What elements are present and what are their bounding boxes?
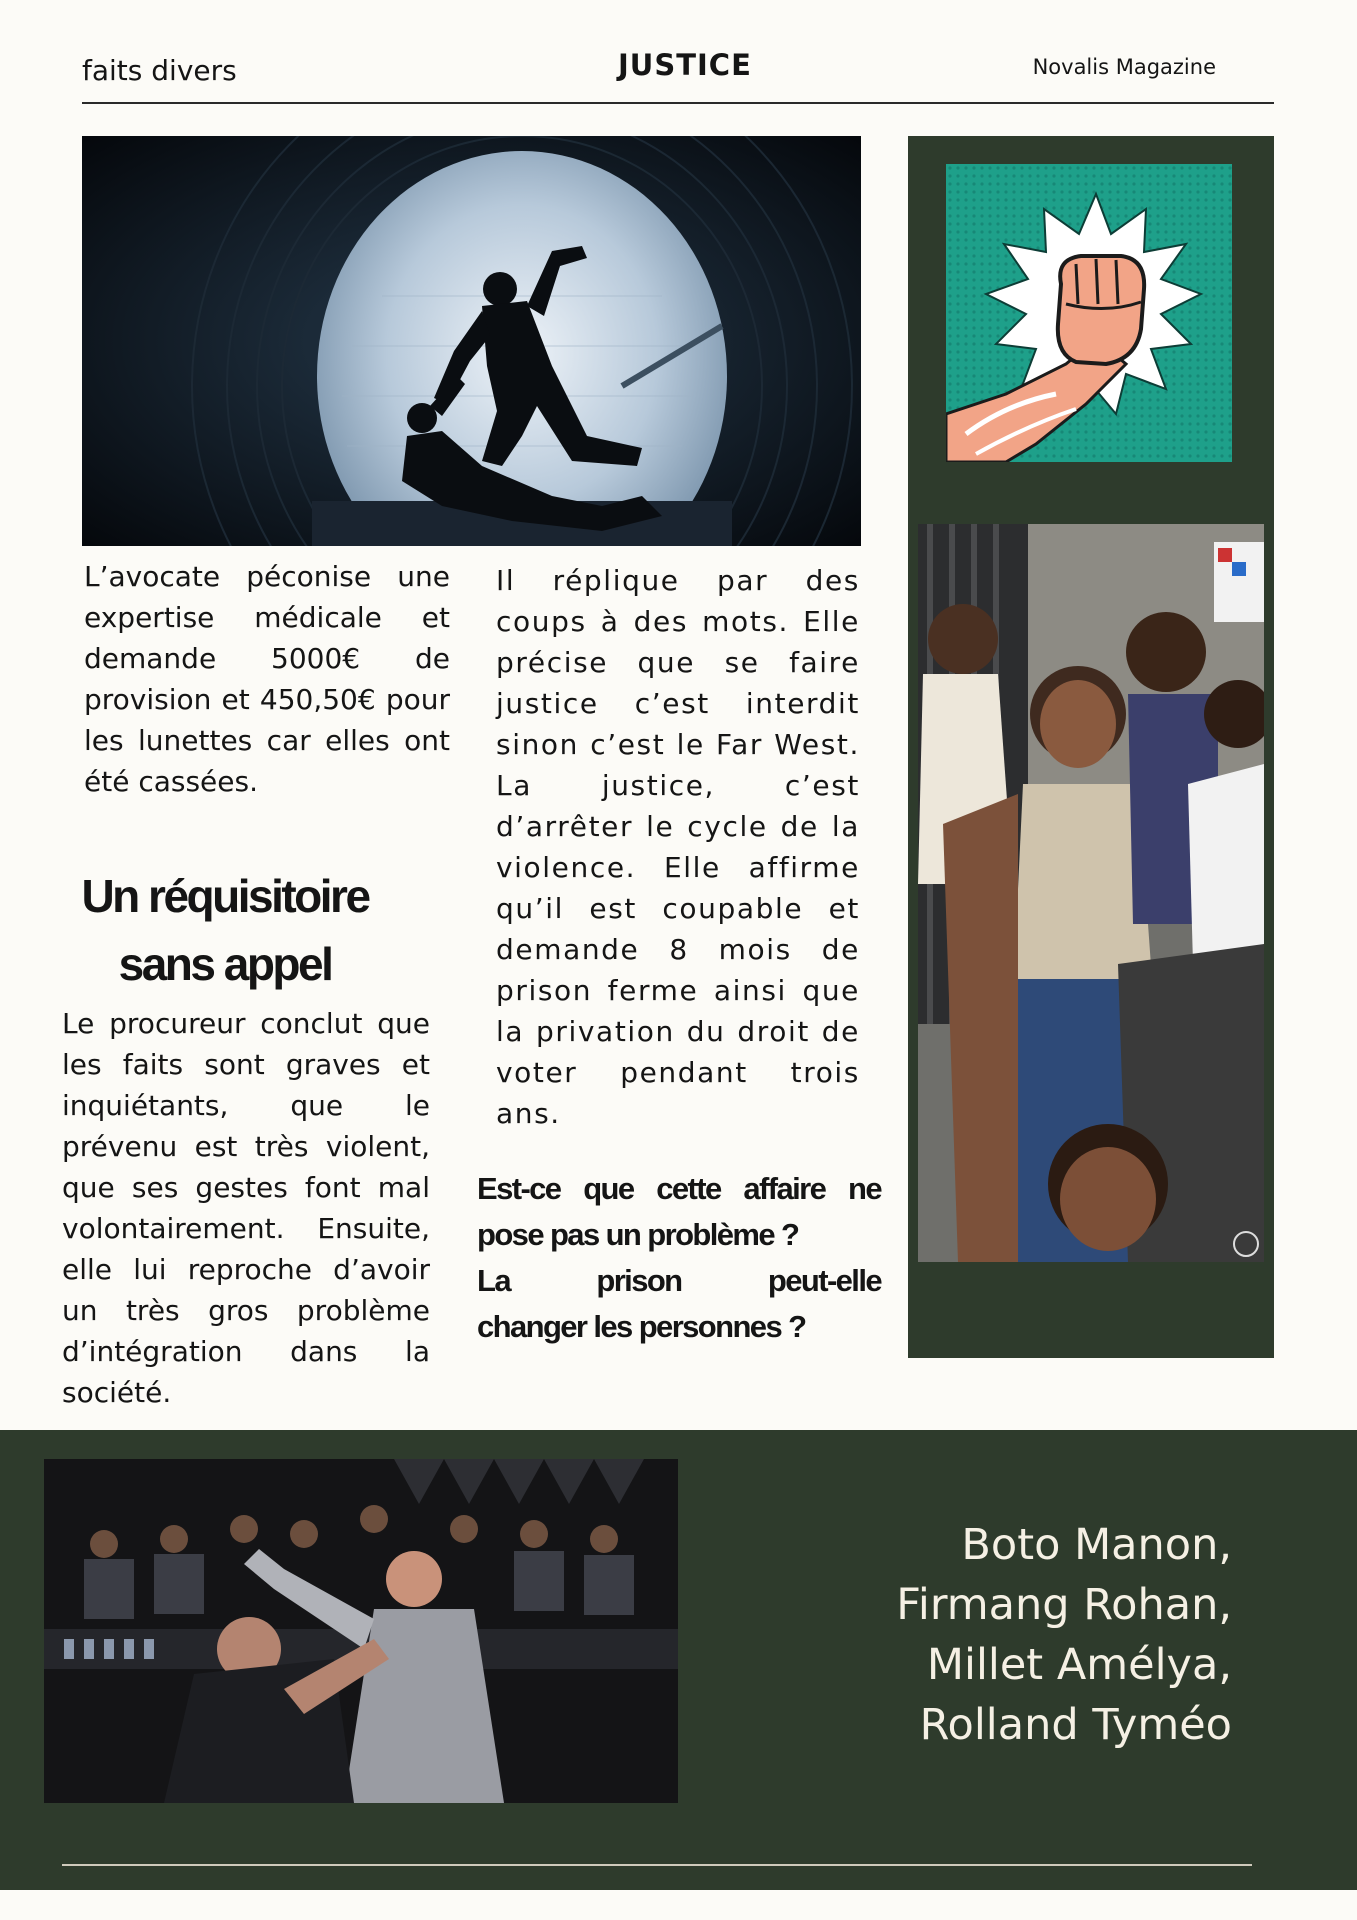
question-word: prison (596, 1263, 682, 1298)
closing-question (477, 1166, 881, 1350)
footer-divider (62, 1864, 1252, 1866)
students-photo (918, 524, 1264, 1262)
question-line-1: Est-ce que cette affaire ne pose pas un problème ? (477, 1171, 881, 1252)
page-header (82, 48, 1274, 104)
section-title: JUSTICE (618, 48, 752, 82)
author-name: Millet Amélya, (926, 1640, 1232, 1690)
article-column-1: L’avocate péconise une expertise médicale et demande 5000€ de provision et 450,50€ pour les lunettes car elles ont été cassées. (84, 560, 450, 798)
question-word: La (477, 1263, 510, 1298)
question-line-2 (477, 1258, 881, 1304)
author-name: Boto Manon, (961, 1520, 1232, 1570)
question-line-3: changer les personnes ? (477, 1309, 806, 1344)
magazine-name: Novalis Magazine (1032, 55, 1216, 79)
image-sidebar (908, 136, 1274, 1358)
fist-illustration (946, 164, 1232, 462)
article-column-2: Il réplique par des coups à des mots. Elle précise que se faire justice c’est interdit sinon c’est le Far West. La justice, c’est d’arrêter le cycle de la violence. Elle affirme qu’il est coupable et demande 8 mois de prison ferme ainsi que la privation du droit de voter pendant trois ans. (496, 564, 860, 1130)
author-credits (896, 1515, 1232, 1755)
question-word: peut-elle (767, 1263, 881, 1298)
article-column-3: Le procureur conclut que les faits sont graves et inquiétants, que le prévenu est très violent, que ses gestes font mal volontairement. Ensuite, elle lui reproche d’avoir un très gros problème d’intégration dans la société. (62, 1007, 430, 1409)
bar-fight-photo (44, 1459, 678, 1803)
tunnel-fight-photo (82, 136, 861, 546)
author-name: Rolland Tyméo (919, 1700, 1232, 1750)
author-name: Firmang Rohan, (896, 1580, 1232, 1630)
section-label: faits divers (82, 54, 237, 87)
page-footer (0, 1430, 1357, 1890)
section-subheading: Un réquisitoire sans appel (81, 870, 369, 990)
